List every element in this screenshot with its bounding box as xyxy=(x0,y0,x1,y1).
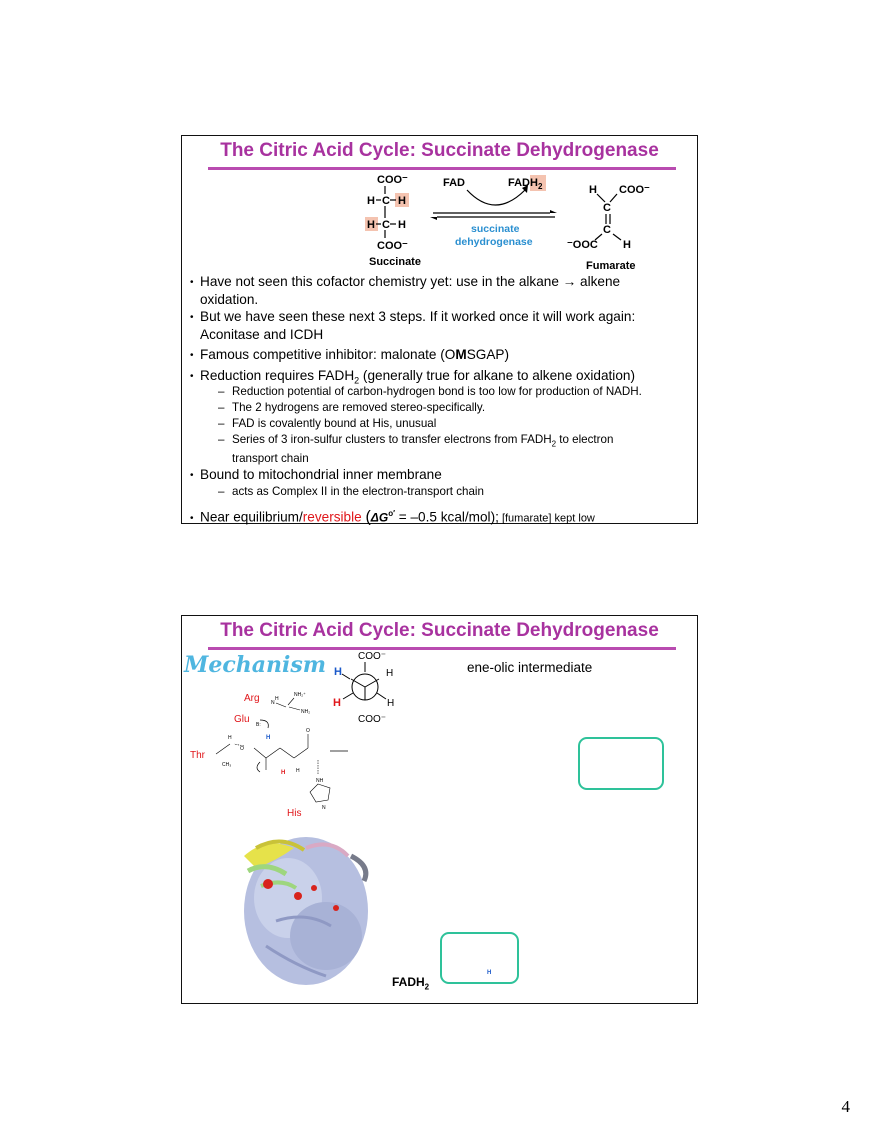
atom-o-top: O xyxy=(306,728,310,734)
subbullet-complex-ii: – acts as Complex II in the electron-transport chain xyxy=(218,485,484,498)
atom-o-left: O xyxy=(240,746,244,752)
slide-title: The Citric Acid Cycle: Succinate Dehydrogenase xyxy=(220,620,659,641)
fumarate-c1: C xyxy=(603,202,611,214)
succinate-h-right1: H xyxy=(398,195,406,207)
newman-h-bottom-right: H xyxy=(387,698,395,709)
newman-h-top-right: H xyxy=(386,668,394,679)
atom-h-arg: H xyxy=(275,696,279,702)
bullet-next-steps: • But we have seen these next 3 steps. If it worked once it will work again: Aconitase and ICDH xyxy=(190,309,636,342)
succinate-h-left2: H xyxy=(367,219,375,231)
fumarate-label: Fumarate xyxy=(586,260,636,272)
protein-structure-image xyxy=(236,826,381,996)
atom-n-his: N xyxy=(322,805,326,811)
atom-h-red: H xyxy=(281,770,286,776)
subbullet-stereo-specific: – The 2 hydrogens are removed stereo-specifically. xyxy=(218,401,486,414)
bullet-competitive-inhibitor: • Famous competitive inhibitor: malonate (OMSGAP) xyxy=(190,347,510,362)
succinate-label: Succinate xyxy=(369,256,421,268)
atom-h-thr: H xyxy=(228,735,232,741)
bullet-near-equilibrium: • Near equilibrium/reversible ($\Delta G^{o'} = -0.5$ kcal/mol); [fumarate] kept low xyxy=(190,508,595,526)
glu-label: Glu xyxy=(234,714,250,725)
atom-nh2: NH₂ xyxy=(301,709,311,715)
subbullet-reduction-potential: – Reduction potential of carbon-hydrogen bond is too low for production of NADH. xyxy=(218,385,642,398)
succinate-h-right2: H xyxy=(398,219,406,231)
reaction-diagram xyxy=(365,172,695,272)
page-number: 4 xyxy=(841,1097,850,1116)
fadh2-label: $FADH_2$ xyxy=(508,177,543,191)
fumarate-coo-bottom: ⁻OOC xyxy=(567,239,598,251)
thr-label: Thr xyxy=(190,750,205,761)
newman-h-red: H xyxy=(333,697,341,709)
ene-olic-intermediate-label: ene-olic intermediate xyxy=(467,660,593,675)
fadh2-box-h: H xyxy=(487,970,492,976)
fad-label: FAD xyxy=(443,177,465,189)
succinate-coo-top: COO⁻ xyxy=(377,174,408,186)
bullet-fadh2-requirement: • Reduction requires $FADH_2$ (generally true for alkane to alkene oxidation) xyxy=(190,368,635,386)
newman-coo-bottom: COO⁻ xyxy=(358,714,387,725)
fadh2-label: $FADH_2$ xyxy=(392,975,430,992)
subbullet-iron-sulfur: – Series of 3 iron-sulfur clusters to transfer electrons from $FADH_2$ to electron transport chain xyxy=(218,433,614,466)
enzyme-name-line1: succinate xyxy=(471,223,520,235)
atom-h-small: H xyxy=(296,768,300,774)
slide-title: The Citric Acid Cycle: Succinate Dehydrogenase xyxy=(220,140,659,161)
arg-label: Arg xyxy=(244,693,260,704)
slide-succinate-dehydrogenase-overview xyxy=(181,135,698,524)
succinate-c1: C xyxy=(382,195,390,207)
atom-nh2-plus: NH₂⁺ xyxy=(294,692,306,698)
enzyme-name-line2: dehydrogenase xyxy=(455,236,533,248)
succinate-h-left1: H xyxy=(367,195,375,207)
title-underline xyxy=(208,647,676,650)
fumarate-h-bottom: H xyxy=(623,239,631,251)
enolic-intermediate-box xyxy=(578,737,664,790)
atom-ch3: CH₃ xyxy=(222,762,232,768)
newman-h-blue: H xyxy=(334,666,342,678)
bullet-cofactor-chemistry: • Have not seen this cofactor chemistry yet: use in the alkane → alkene oxidation. xyxy=(190,274,621,307)
mechanism-scheme xyxy=(188,684,368,824)
title-underline xyxy=(208,167,676,170)
slide-succinate-dehydrogenase-mechanism xyxy=(181,615,698,1004)
newman-coo-top: COO⁻ xyxy=(358,651,387,662)
atom-nh: NH xyxy=(316,778,324,784)
atom-b: B: xyxy=(256,722,261,728)
mechanism-heading: Mechanism xyxy=(184,652,327,678)
subbullet-covalent-fad: – FAD is covalently bound at His, unusual xyxy=(218,417,437,430)
fumarate-coo-top: COO⁻ xyxy=(619,184,650,196)
fad-curved-arrow xyxy=(467,190,525,205)
succinate-coo-bottom: COO⁻ xyxy=(377,240,408,252)
fadh2-structure-box xyxy=(440,932,519,984)
his-label: His xyxy=(287,808,302,819)
bullet-inner-membrane: • Bound to mitochondrial inner membrane xyxy=(190,467,442,482)
atom-n-arg: N xyxy=(271,700,275,706)
fumarate-h-top: H xyxy=(589,184,597,196)
atom-h-blue: H xyxy=(266,735,271,741)
succinate-c2: C xyxy=(382,219,390,231)
fumarate-c2: C xyxy=(603,224,611,236)
